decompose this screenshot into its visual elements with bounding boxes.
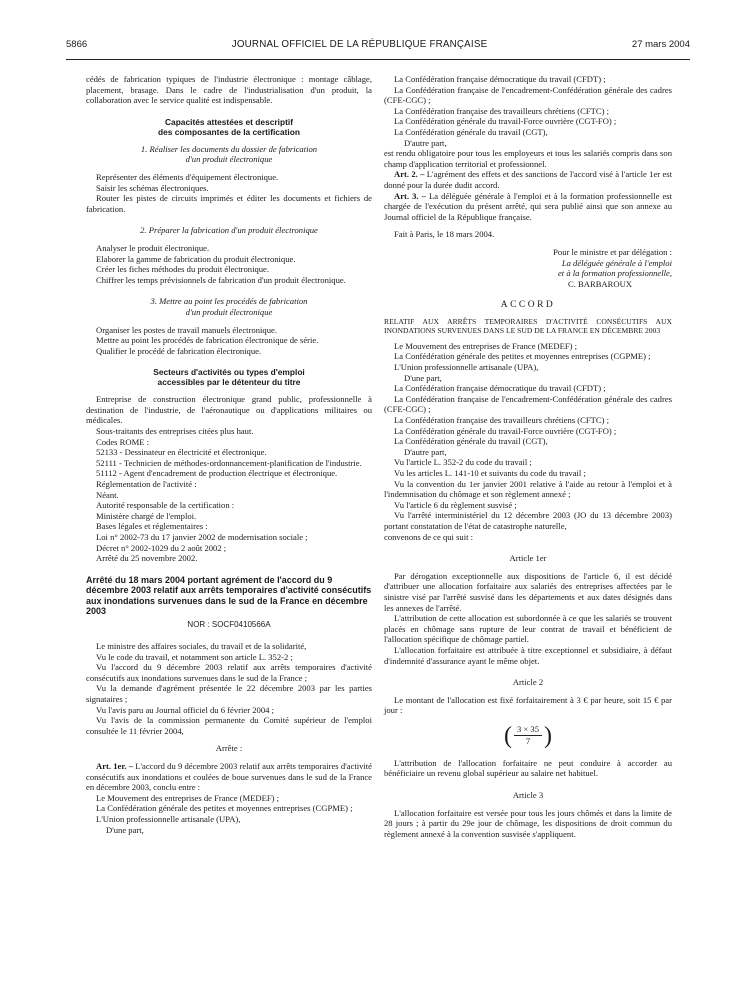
party-item: La Confédération générale des petites et moyennes entreprises (CGPME) ; <box>96 803 353 814</box>
sectors-paragraph: Entreprise de construction électronique grand public, professionnelle à destination de l'industrie, de l'aéronautique ou d'applications militaires ou médicales. <box>86 394 372 426</box>
article-3-text: La déléguée générale à l'emploi et à la formation professionnelle est chargée de l'exécution du présent arrêté, qui sera publié ainsi que son annexe au Journal officiel de la République française. <box>384 190 672 222</box>
list-item: Router les pistes de circuits imprimés et éditer les documents et fichiers de fabrication. <box>86 193 372 214</box>
list-item: Qualifier le procédé de fabrication électronique. <box>96 345 262 356</box>
section-1-title-line-2: d'un produit électronique <box>185 154 273 165</box>
authority-label: Autorité responsable de la certification : <box>96 500 235 511</box>
fraction <box>514 724 542 747</box>
article-3-paragraph: L'allocation forfaitaire est versée pour tous les jours chômés et dans la limite de 28 jours ; à partir du 29e jour de chômage, les dispositions de droit commun du règlement annexé à la convention susvisée s'appliquent. <box>384 807 672 839</box>
list-item: Organiser les postes de travail manuels électronique. <box>96 324 277 335</box>
sectors-heading-line-1: Secteurs d'activités ou types d'emploi <box>153 367 305 378</box>
list-item: Chiffrer les temps prévisionnels de fabrication d'un produit électronique. <box>96 274 346 285</box>
nor-reference: NOR : SOCF0410566A <box>187 620 271 630</box>
decree-title: Arrêté du 18 mars 2004 portant agrément de l'accord du 9 décembre 2003 relatif aux arrêts temporaires d'activité consécutifs aux inondations survenues dans le sud de la France en décembre 2003 <box>86 574 372 616</box>
legal-bases-label: Bases légales et réglementaires : <box>96 521 208 532</box>
party-item: La Confédération générale du travail-Force ouvrière (CGT-FO) ; <box>394 425 617 436</box>
vu-item: Vu l'arrêté interministériel du 12 décembre 2003 (JO du 13 décembre 2003) portant constatation de l'état de catastrophe naturelle, <box>384 510 672 531</box>
vu-item: Vu les articles L. 141-10 et suivants du code du travail ; <box>394 468 586 478</box>
article-2-label: Art. 2. – <box>394 169 425 180</box>
party-item: La Confédération française de l'encadrement-Confédération générale des cadres (CFE-CGC) ; <box>384 393 672 415</box>
arrete-label: Arrête : <box>215 743 243 754</box>
article-1-label: Art. 1er. – <box>96 760 134 771</box>
regulation-label: Réglementation de l'activité : <box>96 479 197 490</box>
party-item: La Confédération française démocratique du travail (CFDT) ; <box>394 74 606 84</box>
list-item: Elaborer la gamme de fabrication du produit électronique. <box>96 253 296 264</box>
issue-date: 27 mars 2004 <box>631 39 690 50</box>
party-side: D'une part, <box>106 824 144 835</box>
capacities-heading-line-2: des composantes de la certification <box>158 126 300 137</box>
right-column <box>384 74 672 839</box>
list-item: Créer les fiches méthodes du produit électronique. <box>96 264 270 275</box>
legal-basis-item: Décret n° 2002-1029 du 2 août 2002 ; <box>96 542 227 553</box>
article-2-text: L'agrément des effets et des sanctions de l'accord visé à l'article 1er est donné pour la durée dudit accord. <box>384 169 672 190</box>
legal-basis-item: Arrêté du 25 novembre 2002. <box>96 553 198 564</box>
article-2-paragraph: L'attribution de l'allocation forfaitaire ne peut conduire à accorder au bénéficiaire un revenu global supérieur au salaire net habituel. <box>384 757 672 779</box>
party-item: La Confédération française de l'encadrement-Confédération générale des cadres (CFE-CGC) ; <box>384 84 672 106</box>
list-item: Saisir les schémas électroniques. <box>96 182 209 193</box>
sectors-paragraph: Sous-traitants des entreprises citées plus haut. <box>96 426 254 437</box>
open-paren: ( <box>503 722 512 749</box>
signature-line: et à la formation professionnelle, <box>557 268 672 279</box>
article-2-paragraph <box>384 169 672 190</box>
decree-paragraph: Le ministre des affaires sociales, du travail et de la solidarité, <box>96 641 307 651</box>
party-item: La Confédération générale des petites et moyennes entreprises (CGPME) ; <box>394 351 651 362</box>
section-3-title-line-2: d'un produit électronique <box>185 306 273 317</box>
article-1-paragraph: L'allocation forfaitaire est attribuée à titre exceptionnel et subsidiaire, à défaut d'indemnité d'assurance ayant le même objet. <box>384 644 672 666</box>
allowance-formula <box>384 724 672 748</box>
page-number: 5866 <box>66 39 88 50</box>
section-1-title: 1. Réaliser les documents du dossier de fabrication <box>140 143 318 154</box>
journal-title: JOURNAL OFFICIEL DE LA RÉPUBLIQUE FRANÇAISE <box>231 39 488 50</box>
decree-paragraph: Vu le code du travail, et notamment son article L. 352-2 ; <box>96 651 293 662</box>
regulation-value: Néant. <box>96 489 119 500</box>
article-3-label: Art. 3. – <box>394 190 426 201</box>
legal-basis-item: Loi n° 2002-73 du 17 janvier 2002 de modernisation sociale ; <box>96 532 308 542</box>
vu-item: Vu l'article 6 du règlement susvisé ; <box>394 499 517 510</box>
section-3-title: 3. Mettre au point les procédés de fabrication <box>150 296 308 307</box>
rome-label: Codes ROME : <box>96 436 149 447</box>
decree-paragraph: Vu la demande d'agrément présentée le 22 décembre 2003 par les parties signataires ; <box>86 683 372 704</box>
article-1-text: L'accord du 9 décembre 2003 relatif aux arrêts temporaires d'activité consécutifs aux inondations et coulées de boue survenues dans le sud de la France en décembre 2003, conclu entre : <box>86 760 372 793</box>
decree-paragraph: Vu l'avis de la commission permanente du Comité supérieur de l'emploi consultée le 11 février 2004, <box>86 715 372 736</box>
signer-name: C. BARBAROUX <box>568 278 632 289</box>
party-item: La Confédération française des travailleurs chrétiens (CFTC) ; <box>394 415 610 426</box>
party-item: Le Mouvement des entreprises de France (MEDEF) ; <box>394 340 578 351</box>
vu-item: Vu l'article L. 352-2 du code du travail ; <box>394 457 532 468</box>
party-item: La Confédération générale du travail (CGT), <box>394 436 548 447</box>
party-item: L'Union professionnelle artisanale (UPA), <box>394 362 539 373</box>
capacities-heading-line-1: Capacités attestées et descriptif <box>164 116 293 127</box>
decree-paragraph: Vu l'avis paru au Journal officiel du 6 février 2004 ; <box>96 704 274 715</box>
rome-item: 52133 - Dessinateur en électricité et électronique. <box>96 447 267 458</box>
close-paren: ) <box>544 722 553 749</box>
party-item: La Confédération française des travailleurs chrétiens (CFTC) ; <box>394 105 610 116</box>
list-item: Analyser le produit électronique. <box>96 242 210 253</box>
party-item: Le Mouvement des entreprises de France (MEDEF) ; <box>96 792 280 803</box>
list-item: Représenter des éléments d'équipement électronique. <box>96 171 279 182</box>
party-item: La Confédération générale du travail-Force ouvrière (CGT-FO) ; <box>394 116 617 127</box>
list-item: Mettre au point les procédés de fabrication électronique de série. <box>96 335 319 346</box>
sectors-heading-line-2: accessibles par le détenteur du titre <box>157 377 301 388</box>
party-side: D'autre part, <box>404 137 447 148</box>
article-1-paragraph: Par dérogation exceptionnelle aux dispositions de l'article 6, il est décidé d'attribuer une allocation forfaitaire aux salariés des entreprises affectées par le sinistre visé par l'arrêté susvisé dans les départements et aux dates désignés dans les annexes de l'arrêté. <box>384 570 672 613</box>
party-item: La Confédération française démocratique du travail (CFDT) ; <box>394 383 606 394</box>
party-side: D'une part, <box>404 372 442 383</box>
convenu-line: convenons de ce qui suit : <box>384 531 474 542</box>
fraction-numerator: 3 × 35 <box>514 724 542 736</box>
signature-line: La déléguée générale à l'emploi <box>561 257 672 268</box>
rendu-paragraph: est rendu obligatoire pour tous les employeurs et tous les salariés compris dans son champ d'application territorial et professionnel. <box>384 148 672 169</box>
article-3-paragraph <box>384 191 672 223</box>
party-side: D'autre part, <box>404 446 447 457</box>
party-item: La Confédération générale du travail (CGT), <box>394 126 548 137</box>
section-2-title: 2. Préparer la fabrication d'un produit électronique <box>140 225 318 236</box>
article-2-paragraph: Le montant de l'allocation est fixé forfaitairement à 3 € par heure, soit 15 € par jour : <box>384 694 672 716</box>
party-item: L'Union professionnelle artisanale (UPA), <box>96 813 241 824</box>
accord-title: ACCORD <box>500 300 556 311</box>
signature-line: Pour le ministre et par délégation : <box>553 246 672 257</box>
rome-item: 51112 - Agent d'encadrement de production électrique et électronique. <box>96 468 338 479</box>
article-2-title: Article 2 <box>512 677 544 688</box>
intro-paragraph: cédés de fabrication typiques de l'industrie électronique : montage câblage, placement, brasage. Dans le cadre de l'industrialisation d'un produit, la collaboration avec le service qualité est indispensable. <box>86 74 372 106</box>
vu-item: Vu la convention du 1er janvier 2001 relative à l'aide au retour à l'emploi et à l'indemnisation du chômage et son règlement annexé ; <box>384 478 672 500</box>
signature-place-date: Fait à Paris, le 18 mars 2004. <box>394 229 495 240</box>
decree-paragraph: Vu l'accord du 9 décembre 2003 relatif aux arrêts temporaires d'activité consécutifs aux inondations survenues dans le sud de la France ; <box>86 662 372 683</box>
article-1-paragraph <box>86 761 372 793</box>
article-3-title: Article 3 <box>512 790 544 801</box>
accord-subject: RELATIF AUX ARRÊTS TEMPORAIRES D'ACTIVITÉ CONSÉCUTIFS AUX INONDATIONS SURVENUES DANS LE SUD DE LA FRANCE EN DÉCEMBRE 2003 <box>384 316 672 335</box>
left-column <box>86 74 372 835</box>
fraction-denominator: 7 <box>525 736 531 747</box>
article-1-title: Article 1er <box>509 553 547 564</box>
article-1-paragraph: L'attribution de cette allocation est subordonnée à ce que les salariés se trouvent placés en chômage sans rupture de leur contrat de travail et bénéficient de l'allocation spécifique de chômage partiel. <box>384 613 672 645</box>
rome-item: 52111 - Technicien de méthodes-ordonnancement-planification de l'industrie. <box>96 457 362 468</box>
page-header <box>66 40 690 60</box>
authority-value: Ministère chargé de l'emploi. <box>96 510 197 521</box>
